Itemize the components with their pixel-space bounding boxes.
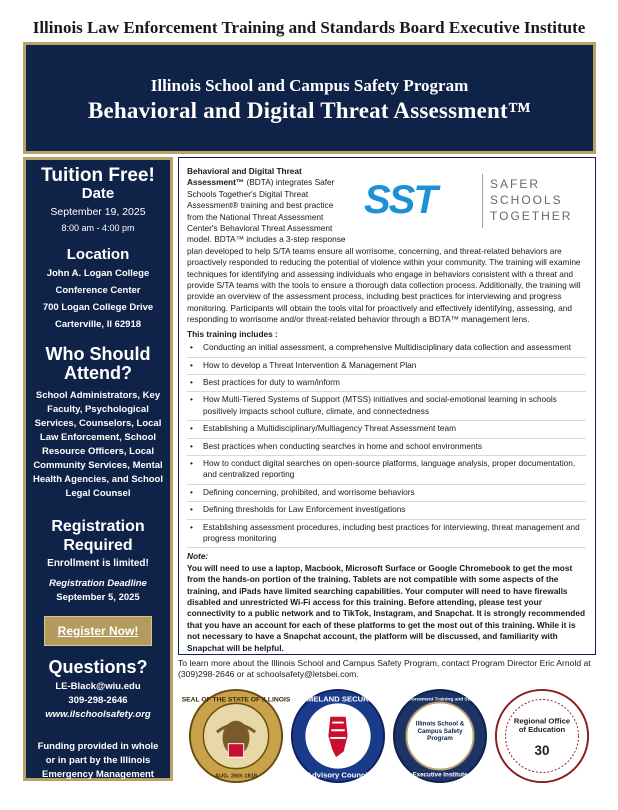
intro-body: (BDTA) integrates Safer Schools Together's Digital Threat Assessment® training and best practice from the National Threat Assessment Center's Behavioral Threat Assessment model. BDTA™ includes a 3-step response plan developed to help S/TA teams ensure all worrisome, concerning, and threat-related behaviors are proactively responded to reducing the potential of violence within your community. The training will examine techniques for identifying and assessing individuals who engage in behaviors consistent with a threat and provide S/TA teams with the tools to ensure a thorough data collection process. Additionally, the training will provide an overview of the assessment process, including best practices for interviewing and progress monitoring. Participants will obtain the tools vital for proactively and effectively identifying, assessing, and responding to worrisome and/or threat-related behavior through a BDTA™ management lens.	[187, 177, 581, 325]
safer-schools-together-logo	[358, 168, 586, 236]
website-link[interactable]: www.ilschoolsafety.org	[45, 709, 151, 720]
seal-text: SEAL OF THE STATE OF ILLINOIS	[181, 696, 291, 704]
ilesb-executive-institute-seal	[377, 688, 503, 784]
register-now-button[interactable]: Register Now!	[44, 616, 152, 646]
sst-badge: SST	[364, 178, 436, 222]
contact-email[interactable]: LE-Black@wiu.edu	[55, 681, 141, 692]
seal-number: 30	[534, 743, 550, 759]
questions-heading: Questions?	[48, 657, 148, 677]
location-line: 700 Logan College Drive	[42, 302, 154, 313]
list-item: • Best practices when conducting searches in home and school environments	[187, 441, 586, 456]
regional-office-of-education-seal	[494, 688, 590, 784]
audience-list: School Administrators, Key Faculty, Psychological Services, Counselors, Local Law Enforcement, School Resource Officers, Local Community Services, Mental Health Agencies, and School Legal Counsel	[32, 390, 164, 499]
seal-center-text: Illinois School & Campus Safety Program	[415, 720, 465, 742]
enrollment-notice: Enrollment is limited!	[47, 558, 149, 569]
location-line: Conference Center	[55, 285, 141, 296]
list-item: • Defining concerning, prohibited, and worrisome behaviors	[187, 487, 586, 502]
program-name: Illinois School and Campus Safety Program	[150, 76, 469, 95]
list-item: • How Multi-Tiered Systems of Support (MTSS) initiatives and social-emotional learning in schools positively impacts school culture, climate, and connectedness	[187, 394, 586, 421]
date-heading: Date	[81, 185, 115, 202]
logo-divider	[482, 174, 483, 228]
seal-bottom-text: Executive Institute	[412, 771, 468, 779]
seal-text: Advisory Council	[306, 770, 370, 780]
contact-info: To learn more about the Illinois School and Campus Safety Program, contact Program Director Eric Arnold at (309)298-2646 or at schoolsafety@letsbei.com.	[178, 658, 591, 679]
funding-statement: Funding provided in whole or in part by the Illinois Emergency Management Agency, Office of Homeland Security	[35, 741, 161, 808]
list-item: • How to conduct digital searches on open-source platforms, language analysis, proper documentation, and centralized reporting	[187, 458, 586, 485]
logo-word: SCHOOLS	[490, 193, 563, 207]
event-time: 8:00 am - 4:00 pm	[61, 223, 135, 233]
title-banner	[23, 42, 596, 154]
list-item: • Establishing a Multidisciplinary/Multiagency Threat Assessment team	[187, 423, 586, 438]
page-title: Behavioral and Digital Threat Assessment™	[87, 98, 532, 123]
training-topics-list	[187, 342, 586, 548]
course-description-box	[178, 157, 596, 655]
location-line: John A. Logan College	[46, 268, 150, 279]
intro-lead: Behavioral and Digital Threat Assessment™	[187, 166, 302, 188]
seal-date: AUG. 26th 1818	[214, 773, 258, 780]
seal-center-text: Regional Office of Education	[513, 716, 571, 735]
list-item: • Establishing assessment procedures, including best practices for interviewing, threat management and progress monitoring	[187, 522, 586, 549]
register-button-wrap	[26, 616, 170, 646]
contact-phone: 309-298-2646	[68, 695, 128, 706]
list-item: • Defining thresholds for Law Enforcement investigations	[187, 504, 586, 519]
note-label: Note:	[187, 551, 209, 562]
logo-word: SAFER	[490, 177, 541, 191]
homeland-security-seal	[290, 688, 386, 784]
deadline-date: September 5, 2025	[56, 592, 140, 603]
organization-header: Illinois Law Enforcement Training and Standards Board Executive Institute	[32, 18, 586, 37]
who-should-attend-heading: Who Should Attend?	[45, 344, 151, 383]
event-date: September 19, 2025	[50, 206, 146, 218]
illinois-state-seal	[181, 688, 291, 784]
list-item: • Best practices for duty to warn/inform	[187, 377, 586, 392]
tuition-free-heading: Tuition Free!	[41, 165, 155, 186]
list-item: • How to develop a Threat Intervention & Management Plan	[187, 360, 586, 375]
location-heading: Location	[66, 246, 130, 263]
location-address	[26, 265, 170, 333]
registration-heading: Registration Required	[51, 518, 145, 554]
logo-word: TOGETHER	[490, 209, 573, 223]
info-sidebar	[23, 157, 173, 808]
note-text: You will need to use a laptop, Macbook, Microsoft Surface or Google Chromebook to get the most from the hands-on portion of the training. Tablets are not compatible with some aspects of the training, and iPads have limited searching capabilities. Your computer will need to have firewalls disabled and unrestricted Wi-Fi access for this training. Before attending, please test your connectivity to a public network and to TikTok, Instagram, and Snapchat. It is strongly recommended that you have an account for each of these platforms to get the most out of this training. While it is not necessary to have a Snapchat account, the platform will be discussed, and familiarity with Snapchat will be helpful.	[187, 562, 586, 653]
logo-wordmark	[490, 176, 572, 224]
list-item: • Conducting an initial assessment, a comprehensive Multidisciplinary data collection and assessment	[187, 342, 586, 357]
seal-ring-text: Illinois Law Enforcement Training and Standards Board	[377, 697, 503, 703]
deadline-label: Registration Deadline	[49, 578, 147, 589]
location-line: Carterville, Il 62918	[54, 319, 142, 330]
seal-text: HOMELAND SECURITY	[295, 694, 381, 704]
includes-heading: This training includes :	[187, 328, 278, 339]
shield-icon	[228, 744, 243, 757]
partner-seals	[181, 688, 588, 788]
